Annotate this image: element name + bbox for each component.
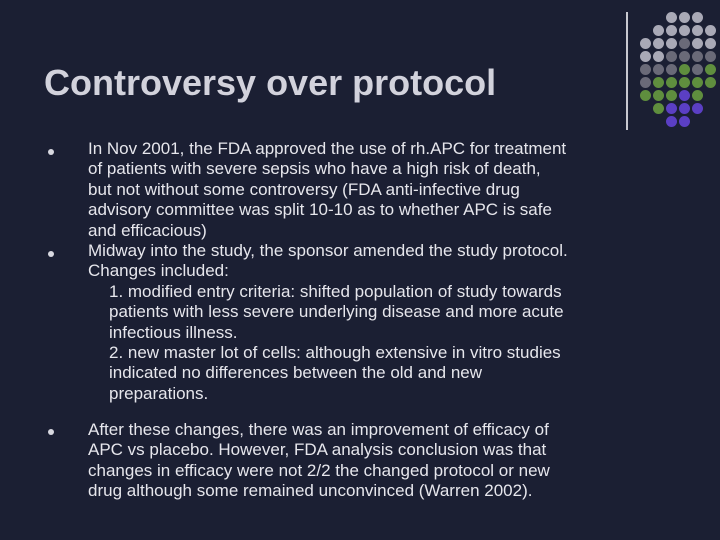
decorative-dot [705, 25, 716, 36]
decorative-dot [653, 25, 664, 36]
decorative-dot [679, 38, 690, 49]
bullet-3-line: APC vs placebo. However, FDA analysis conclusion was that [88, 440, 547, 460]
decorative-dot [679, 90, 690, 101]
bullet-marker [48, 149, 54, 155]
decorative-dot [692, 64, 703, 75]
decorative-dot [666, 12, 677, 23]
decorative-dot [653, 77, 664, 88]
bullet-2-line: Midway into the study, the sponsor amended the study protocol. [88, 241, 568, 260]
bullet-marker [48, 429, 54, 435]
decorative-dot [692, 77, 703, 88]
decorative-dot [679, 12, 690, 23]
decorative-dot [679, 64, 690, 75]
decorative-dot [679, 77, 690, 88]
decorative-dot [640, 51, 651, 62]
decorative-dot [653, 103, 664, 114]
bullet-2-subline: preparations. [109, 383, 209, 403]
decorative-dot [692, 103, 703, 114]
bullet-3-line: drug although some remained unconvinced (Warren 2002). [88, 481, 533, 501]
bullet-1 [88, 139, 698, 241]
bullet-1-line: of patients with severe sepsis who have a high risk of death, [88, 159, 541, 179]
decorative-dot [692, 25, 703, 36]
decorative-dot [705, 38, 716, 49]
decorative-dot [666, 64, 677, 75]
bullet-3-line: changes in efficacy were not 2/2 the changed protocol or new [88, 460, 550, 480]
decorative-dot [653, 38, 664, 49]
bullet-3 [88, 420, 698, 502]
decorative-dot [692, 38, 703, 49]
decorative-dot [640, 64, 651, 75]
decorative-dot [666, 77, 677, 88]
decorative-dot [692, 12, 703, 23]
bullet-2-subline: 1. modified entry criteria: shifted population of study towards [109, 281, 562, 301]
bullet-2-line: Changes included: [88, 261, 229, 281]
bullet-1-line: In Nov 2001, the FDA approved the use of rh.APC for treatment [88, 139, 567, 158]
bullet-3-line: After these changes, there was an improvement of efficacy of [88, 420, 549, 439]
bullet-2 [88, 241, 698, 404]
decorative-dot [666, 116, 677, 127]
bullet-1-line: and efficacious) [88, 220, 207, 240]
decorative-dot [666, 90, 677, 101]
bullet-2-subline: infectious illness. [109, 322, 238, 342]
decorative-dot [666, 25, 677, 36]
decorative-dot [653, 90, 664, 101]
decorative-dot [692, 51, 703, 62]
decorative-dot [679, 116, 690, 127]
decorative-dot [705, 77, 716, 88]
decorative-dot [666, 38, 677, 49]
decorative-dot [679, 51, 690, 62]
bullet-2-subline: indicated no differences between the old and new [109, 363, 483, 383]
slide-title: Controversy over protocol [44, 62, 497, 103]
bullet-2-subline: 2. new master lot of cells: although extensive in vitro studies [109, 343, 561, 363]
bullet-2-subline: patients with less severe underlying disease and more acute [109, 302, 564, 322]
decorative-dot [705, 64, 716, 75]
decorative-dot [666, 51, 677, 62]
decorative-dot [666, 103, 677, 114]
decorative-dot [679, 103, 690, 114]
decorative-dot [653, 51, 664, 62]
decorative-dot [679, 25, 690, 36]
bullet-1-line: but not without some controversy (FDA anti-infective drug [88, 179, 520, 199]
decorative-dot [640, 38, 651, 49]
decorative-dot [705, 51, 716, 62]
decorative-dot [640, 90, 651, 101]
divider-line [626, 12, 628, 130]
decorative-dot [692, 90, 703, 101]
bullet-marker [48, 251, 54, 257]
decorative-dot [653, 64, 664, 75]
bullet-1-line: advisory committee was split 10-10 as to whether APC is safe [88, 200, 552, 220]
decorative-dot [640, 77, 651, 88]
